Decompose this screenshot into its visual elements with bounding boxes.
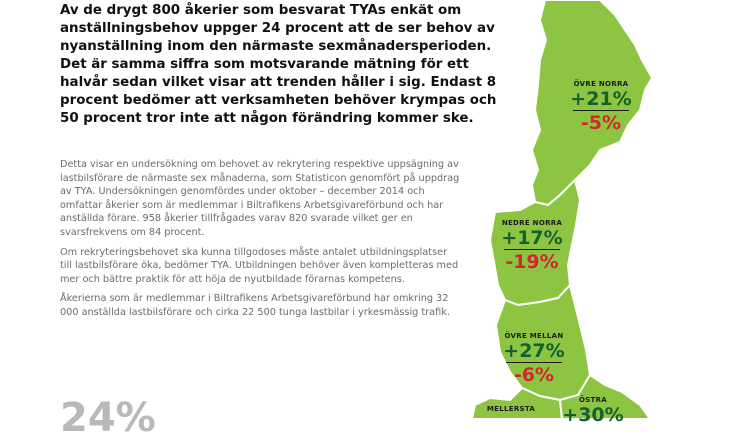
body-text xyxy=(60,158,462,326)
region-ovre-norra xyxy=(563,80,639,135)
increase-value: +21% xyxy=(570,88,632,110)
region-label: MELLERSTA xyxy=(486,405,536,413)
region-nedre-norra xyxy=(494,219,570,274)
increase-value: +27% xyxy=(503,340,565,362)
body-paragraph-1: Detta visar en undersökning om behovet av rekrytering respektive uppsägning av lastbilsförare de närmaste sex månaderna, som Statisticon genomfört på uppdrag av TYA. Undersökningen genomfördes under oktober – december 2014 och omfattar åkerier som är medlemmar i Biltrafikens Arbetsgivareförbund och har anställda förare. 958 åkerier tillfrågades varav 820 svarade vilket ger en svarsfrekvens om 84 procent. xyxy=(60,159,460,238)
region-label: NEDRE NORRA xyxy=(501,219,563,227)
increase-value: +30% xyxy=(562,404,624,426)
body-paragraph-2: Om rekryteringsbehovet ska kunna tillgodoses måste antalet utbildningsplatser till lastbilsförare öka, bedömer TYA. Utbildningen behöver även kompletteras med mer och bättre praktik för att höja de nyutbildade förarnas kompetens. xyxy=(60,246,459,285)
increase-value: +17% xyxy=(501,227,563,249)
region-label: ÖVRE NORRA xyxy=(573,80,629,88)
region-ovre-mellan xyxy=(496,332,572,387)
decrease-value: -19% xyxy=(505,251,559,273)
region-ostra xyxy=(562,396,624,426)
decrease-value: -6% xyxy=(513,364,555,386)
region-label: ÖVRE MELLAN xyxy=(504,332,564,340)
big-stat: 24% xyxy=(60,395,156,441)
lead-paragraph: Av de drygt 800 åkerier som besvarat TYAs enkät om anställningsbehov uppger 24 procent att de ser behov av nyanställning inom den närmaste sexmånadersperioden. Det är samma siffra som motsvarande mätning för ett halvår sedan vilket visar att trenden håller i sig. Endast 8 procent bedömer att verksamheten behöver krympas och 50 procent tror inte att någon förändring kommer ske. xyxy=(60,3,497,126)
region-mellersta xyxy=(480,405,542,413)
region-label: ÖSTRA xyxy=(578,396,608,404)
body-paragraph-3: Åkerierna som är medlemmar i Biltrafikens Arbetsgivareförbund har omkring 32 000 anställda lastbilsförare och cirka 22 500 tunga lastbilar i yrkesmässig trafik. xyxy=(60,293,450,318)
decrease-value: -5% xyxy=(580,112,622,134)
